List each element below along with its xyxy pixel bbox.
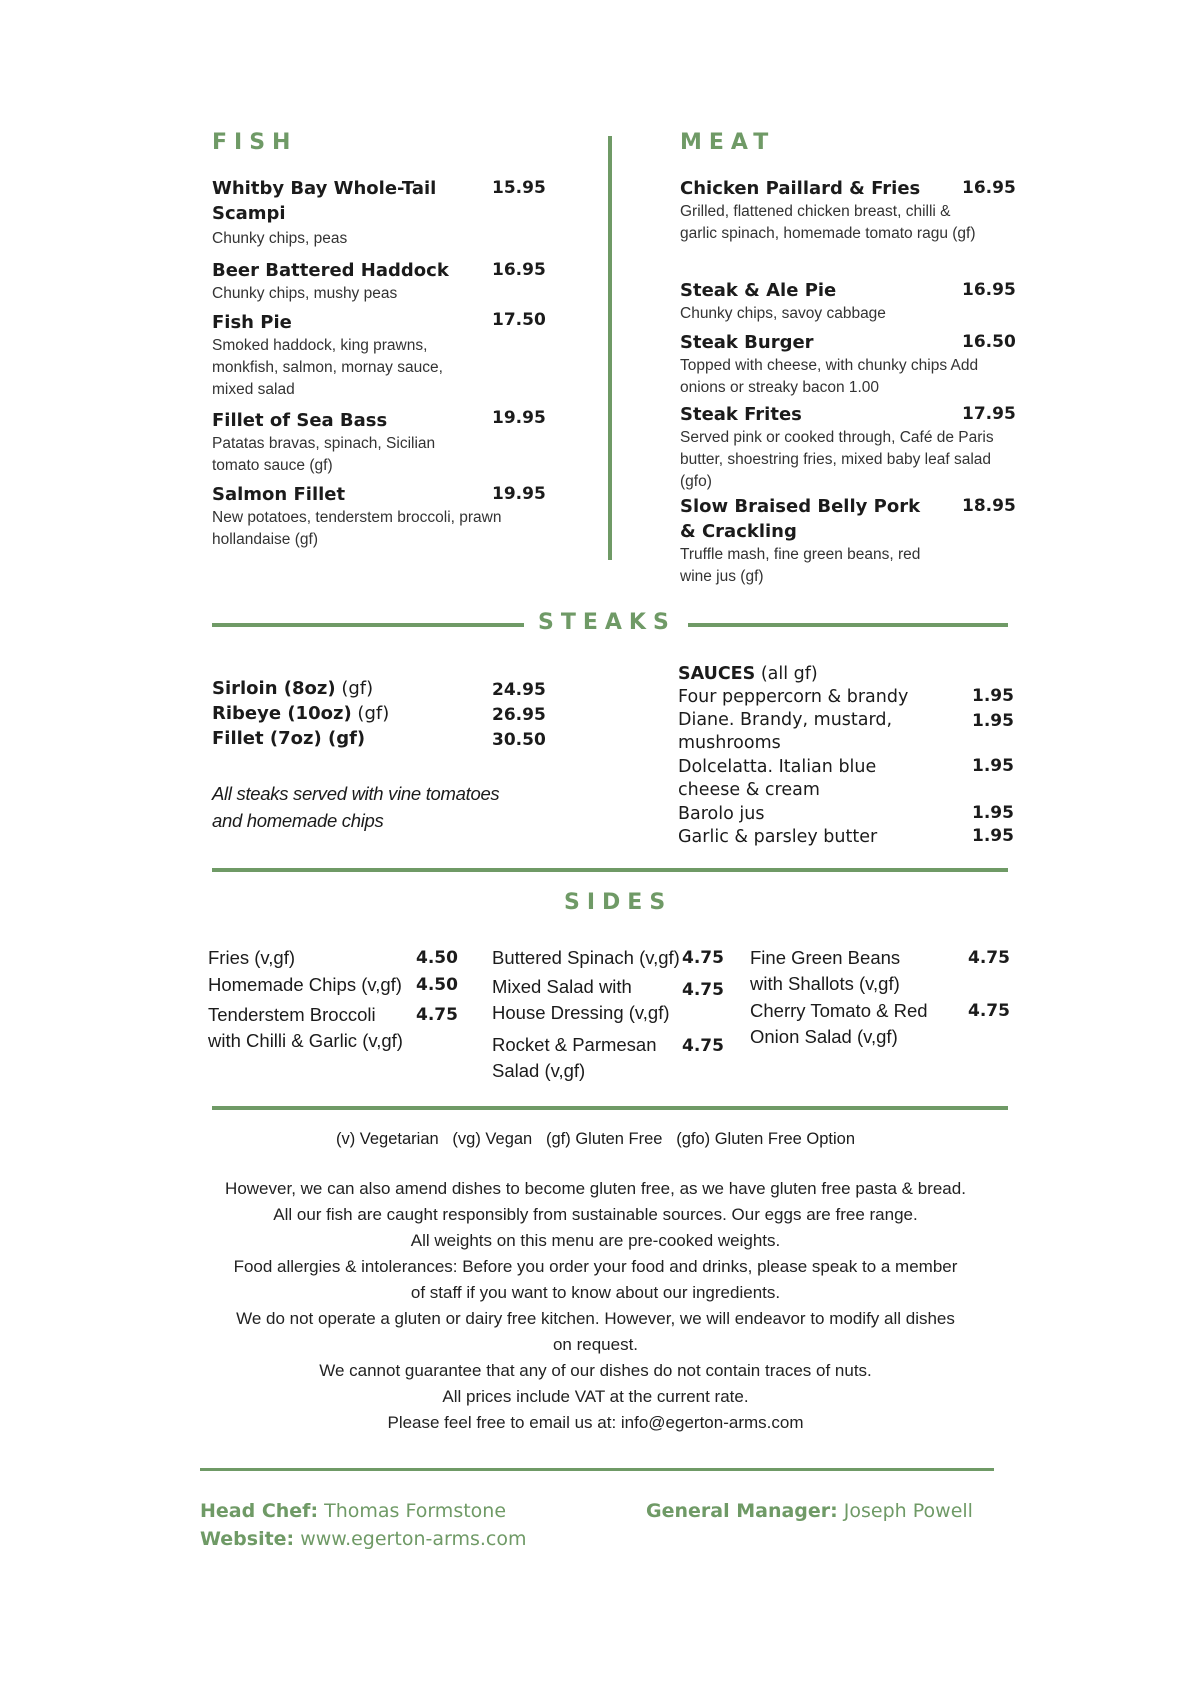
item-price: 15.95 [492, 178, 546, 198]
item-name: Slow Braised Belly Pork & Crackling [680, 496, 921, 542]
note-line: All our fish are caught responsibly from sustainable sources. Our eggs are free range. [273, 1205, 918, 1224]
meat-item-belly-pork [680, 494, 1016, 588]
sauce-item: Four peppercorn & brandy [678, 687, 909, 707]
item-name: Chicken Paillard & Fries [680, 178, 921, 199]
steak-row [212, 678, 373, 699]
meat-item-steak-burger [680, 330, 1016, 399]
steak-price: 30.50 [492, 730, 546, 750]
steak-row [212, 728, 365, 749]
side-price: 4.75 [968, 948, 1010, 968]
head-chef-label: Head Chef: [200, 1500, 319, 1522]
item-desc: Topped with cheese, with chunky chips Add onions or streaky bacon 1.00 [680, 357, 979, 396]
note-line: on request. [552, 1335, 639, 1354]
item-price: 16.95 [962, 280, 1016, 300]
side-item: Mixed Salad with House Dressing (v,gf) [492, 976, 670, 1023]
side-item: Fries (v,gf) [208, 947, 296, 968]
item-desc: Chunky chips, mushy peas [212, 285, 398, 302]
item-price: 19.95 [492, 408, 546, 428]
sides-heading: SIDES [564, 890, 673, 915]
steaks-rule-left [212, 623, 524, 627]
fish-item-haddock [212, 258, 546, 305]
divider [200, 1468, 994, 1471]
item-price: 16.95 [962, 178, 1016, 198]
note-line: Food allergies & intolerances: Before you order your food and drinks, please speak to a member [233, 1257, 958, 1276]
fish-item-fish-pie [212, 310, 546, 401]
steak-row [212, 703, 389, 724]
meat-heading: MEAT [680, 130, 776, 155]
item-name: Fillet of Sea Bass [212, 410, 388, 431]
side-item: Fine Green Beans with Shallots (v,gf) [750, 947, 901, 994]
head-chef [200, 1500, 506, 1522]
meat-item-steak-frites [680, 402, 1016, 493]
side-item: Cherry Tomato & Red Onion Salad (v,gf) [750, 1000, 928, 1047]
item-desc: Served pink or cooked through, Café de Paris butter, shoestring fries, mixed baby leaf salad (gfo) [680, 429, 994, 490]
item-price: 17.95 [962, 404, 1016, 424]
sauces-title: SAUCES [678, 664, 756, 684]
fish-heading: FISH [212, 130, 298, 155]
side-price: 4.50 [416, 948, 458, 968]
general-manager-label: General Manager: [646, 1500, 838, 1522]
fish-item-salmon [212, 482, 546, 551]
sauce-item: Dolcelatta. Italian blue cheese & cream [678, 757, 877, 800]
item-desc: Chunky chips, savoy cabbage [680, 305, 886, 322]
item-desc: Chunky chips, peas [212, 230, 348, 247]
item-name: Steak & Ale Pie [680, 280, 837, 301]
side-price: 4.75 [682, 948, 724, 968]
side-price: 4.75 [682, 1036, 724, 1056]
side-item: Tenderstem Broccoli with Chilli & Garlic (v,gf) [208, 1004, 403, 1051]
divider [212, 868, 1008, 872]
note-line: We do not operate a gluten or dairy free kitchen. However, we will endeavor to modify all dishes [236, 1309, 955, 1328]
item-desc: Grilled, flattened chicken breast, chilli & garlic spinach, homemade tomato ragu (gf) [680, 203, 976, 242]
steaks-note-line: All steaks served with vine tomatoes [212, 783, 500, 804]
sauce-item: Garlic & parsley butter [678, 827, 878, 847]
item-price: 18.95 [962, 496, 1016, 516]
fish-item-sea-bass [212, 408, 546, 477]
general-manager-name: Joseph Powell [843, 1500, 973, 1522]
sauce-price: 1.95 [972, 711, 1014, 731]
sauce-price: 1.95 [972, 756, 1014, 776]
website-label: Website: [200, 1528, 295, 1550]
note-line: of staff if you want to know about our ingredients. [410, 1283, 781, 1302]
steak-name: Sirloin (8oz) [212, 678, 336, 699]
steak-price: 24.95 [492, 680, 546, 700]
steak-tag: (gf) [341, 678, 374, 699]
sauce-item: Barolo jus [678, 804, 765, 824]
item-price: 19.95 [492, 484, 546, 504]
item-name: Whitby Bay Whole-Tail Scampi [212, 178, 437, 224]
side-price: 4.75 [968, 1001, 1010, 1021]
item-name: Beer Battered Haddock [212, 260, 449, 281]
website [200, 1528, 527, 1550]
note-line: All prices include VAT at the current rate. [442, 1387, 749, 1406]
side-item: Rocket & Parmesan Salad (v,gf) [492, 1034, 657, 1081]
dietary-legend: (v) Vegetarian (vg) Vegan (gf) Gluten Free (gfo) Gluten Free Option [335, 1130, 856, 1148]
fish-item-scampi [212, 176, 546, 250]
steak-price: 26.95 [492, 705, 546, 725]
steak-tag: (gf) [357, 703, 390, 724]
side-price: 4.50 [416, 975, 458, 995]
item-price: 17.50 [492, 310, 546, 330]
steaks-note-line: and homemade chips [212, 810, 384, 831]
divider [212, 1106, 1008, 1110]
side-item: Homemade Chips (v,gf) [208, 974, 402, 995]
item-name: Steak Burger [680, 332, 814, 353]
item-name: Fish Pie [212, 312, 292, 333]
steak-name: Fillet (7oz) (gf) [212, 728, 366, 749]
sauce-price: 1.95 [972, 803, 1014, 823]
item-desc: New potatoes, tenderstem broccoli, prawn hollandaise (gf) [212, 509, 502, 548]
meat-item-steak-ale-pie [680, 278, 1016, 325]
note-line: We cannot guarantee that any of our dishes do not contain traces of nuts. [319, 1361, 872, 1380]
sauce-price: 1.95 [972, 826, 1014, 846]
item-desc: Smoked haddock, king prawns, monkfish, salmon, mornay sauce, mixed salad [212, 337, 443, 398]
head-chef-name: Thomas Formstone [324, 1500, 507, 1522]
sauce-item: Diane. Brandy, mustard, mushrooms [678, 710, 893, 753]
website-link[interactable]: www.egerton-arms.com [300, 1528, 527, 1550]
steaks-heading: STEAKS [538, 610, 676, 635]
item-price: 16.95 [492, 260, 546, 280]
note-line: Please feel free to email us at: info@egerton-arms.com [387, 1413, 804, 1432]
sauces-subtitle: (all gf) [760, 664, 818, 684]
sauces-heading [678, 664, 818, 684]
steaks-note [212, 780, 499, 834]
column-divider [608, 136, 612, 560]
steak-name: Ribeye (10oz) [212, 703, 352, 724]
side-item: Buttered Spinach (v,gf) [492, 947, 680, 968]
item-desc: Patatas bravas, spinach, Sicilian tomato sauce (gf) [212, 435, 436, 474]
general-manager [646, 1500, 973, 1522]
item-desc: Truffle mash, fine green beans, red wine jus (gf) [680, 546, 921, 585]
side-price: 4.75 [682, 980, 724, 1000]
item-name: Salmon Fillet [212, 484, 346, 505]
item-name: Steak Frites [680, 404, 802, 425]
steaks-rule-right [688, 623, 1008, 627]
note-line: However, we can also amend dishes to become gluten free, as we have gluten free pasta & bread. [225, 1179, 966, 1198]
menu-notes [150, 1176, 1041, 1436]
meat-item-chicken [680, 176, 1016, 245]
sauce-price: 1.95 [972, 686, 1014, 706]
note-line: All weights on this menu are pre-cooked weights. [410, 1231, 781, 1250]
side-price: 4.75 [416, 1005, 458, 1025]
item-price: 16.50 [962, 332, 1016, 352]
